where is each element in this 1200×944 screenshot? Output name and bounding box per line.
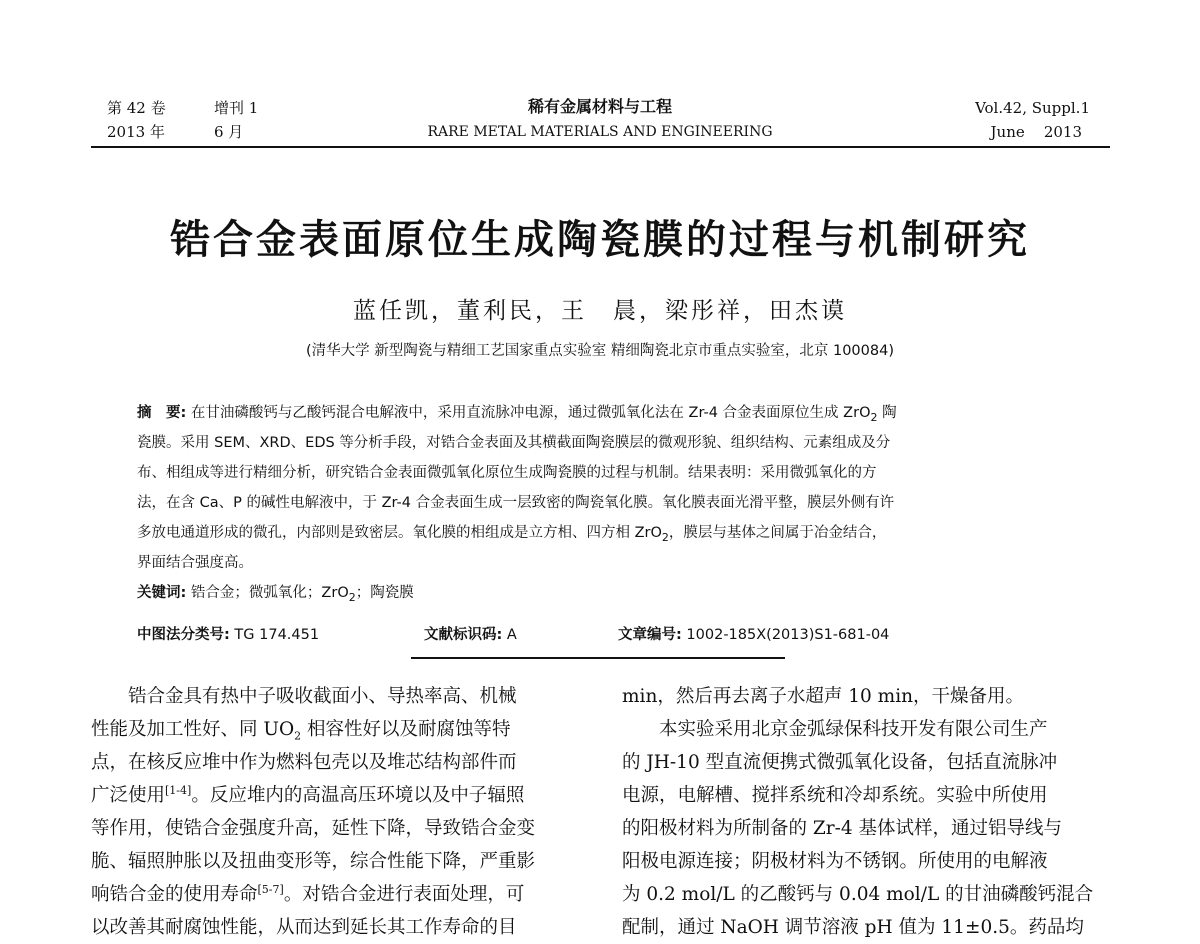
body-line: 脆、辐照肿胀以及扭曲变形等，综合性能下降，严重影: [91, 851, 536, 872]
body-line: 配制，通过 NaOH 调节溶液 pH 值为 11±0.5。药品均: [622, 917, 1084, 938]
affiliation: (清华大学 新型陶瓷与精细工艺国家重点实验室 精细陶瓷北京市重点实验室，北京 100084): [306, 343, 894, 359]
clc-label: 中图法分类号:: [137, 627, 230, 643]
body-text: 性能及加工性好、同 UO: [91, 719, 295, 740]
abstract-label: 摘 要:: [137, 405, 187, 421]
body-line: 阳极电源连接；阴极材料为不锈钢。所使用的电解液: [622, 851, 1048, 872]
volume-number: 第 42 卷: [107, 99, 166, 117]
abstract-text: 陶: [877, 405, 897, 421]
doc-code: [424, 623, 517, 644]
body-column-right: [622, 680, 1112, 944]
body-text: 。对锆合金进行表面处理，可: [283, 884, 525, 905]
doc-code-value: A: [506, 627, 517, 643]
abstract-line: [137, 398, 1071, 428]
journal-name-cn: 稀有金属材料与工程: [527, 97, 672, 116]
abstract-text: 多放电通道形成的微孔，内部则是致密层。氧化膜的相组成是立方相、四方相 ZrO: [137, 525, 662, 541]
header-rule: [91, 146, 1110, 148]
issue-month: 6 月: [214, 123, 244, 141]
subscript: 2: [661, 530, 669, 544]
body-line: 的阳极材料为所制备的 Zr-4 基体试样，通过铝导线与: [622, 818, 1062, 839]
body-line: 锆合金具有热中子吸收截面小、导热率高、机械: [128, 686, 517, 707]
volume-en: Vol.42, Suppl.1: [975, 99, 1090, 117]
abstract-line: 法，在含 Ca、P 的碱性电解液中，于 Zr-4 合金表面生成一层致密的陶瓷氧化膜。氧化膜表面光滑平整，膜层外侧有许: [137, 495, 895, 511]
body-text: 。反应堆内的高温高压环境以及中子辐照: [191, 785, 525, 806]
paper-title: 锆合金表面原位生成陶瓷膜的过程与机制研究: [170, 217, 1030, 263]
abstract: [137, 398, 1071, 608]
doc-code-label: 文献标识码:: [424, 627, 503, 643]
citation: [1-4]: [165, 783, 192, 797]
abstract-text: 在甘油磷酸钙与乙酸钙混合电解液中，采用直流脉冲电源，通过微弧氧化法在 Zr-4 合金表面原位生成 ZrO: [190, 405, 871, 421]
journal-name-en: RARE METAL MATERIALS AND ENGINEERING: [427, 124, 773, 140]
date-en: June 2013: [990, 123, 1082, 141]
body-line: 点，在核反应堆中作为燃料包壳以及堆芯结构部件而: [91, 752, 517, 773]
subscript: 2: [870, 410, 878, 424]
body-text: 广泛使用: [91, 785, 166, 806]
keywords-line: [137, 578, 1071, 608]
body-text: 响锆合金的使用寿命: [91, 884, 258, 905]
body-line: [91, 878, 591, 911]
abstract-text: ，膜层与基体之间属于冶金结合，: [668, 525, 887, 541]
keywords-value: 锆合金；微弧氧化；ZrO: [190, 585, 349, 601]
abstract-line: 瓷膜。采用 SEM、XRD、EDS 等分析手段，对锆合金表面及其横截面陶瓷膜层的微观形貌、组织结构、元素组成及分: [137, 435, 891, 451]
citation: [5-7]: [257, 882, 284, 896]
body-text: 相容性好以及耐腐蚀等特: [301, 719, 511, 740]
article-number-label: 文章编号:: [618, 627, 682, 643]
article-number-value: 1002-185X(2013)S1-681-04: [686, 627, 890, 643]
author-list: 蓝任凯，董利民，王 晨，梁彤祥，田杰谟: [353, 298, 847, 324]
body-line: 为 0.2 mol/L 的乙酸钙与 0.04 mol/L 的甘油磷酸钙混合: [622, 884, 1094, 905]
body-line: [91, 713, 591, 746]
body-column-left: [91, 680, 591, 944]
body-line: 的 JH-10 型直流便携式微弧氧化设备，包括直流脉冲: [622, 752, 1058, 773]
subscript: 2: [294, 729, 302, 743]
article-number: [618, 623, 889, 644]
body-line: 以改善其耐腐蚀性能，从而达到延长其工作寿命的目: [91, 917, 517, 938]
body-line: 本实验采用北京金弧绿保科技开发有限公司生产: [659, 719, 1048, 740]
body-line: [91, 779, 591, 812]
body-line: 等作用，使锆合金强度升高，延性下降，导致锆合金变: [91, 818, 536, 839]
issue-number: 增刊 1: [214, 99, 259, 117]
issue-year: 2013 年: [107, 123, 165, 141]
keywords-value: ；陶瓷膜: [355, 585, 414, 601]
abstract-line: [137, 518, 1071, 548]
clc-value: TG 174.451: [234, 627, 320, 643]
subscript: 2: [348, 590, 356, 604]
body-line: 电源，电解槽、搅拌系统和冷却系统。实验中所使用: [622, 785, 1048, 806]
section-divider: [411, 657, 785, 659]
keywords-label: 关键词:: [137, 585, 187, 601]
body-line: min，然后再去离子水超声 10 min，干燥备用。: [622, 686, 1025, 707]
abstract-line: 界面结合强度高。: [137, 555, 253, 571]
abstract-line: 布、相组成等进行精细分析，研究锆合金表面微弧氧化原位生成陶瓷膜的过程与机制。结果表明：采用微弧氧化的方: [137, 465, 877, 481]
clc-number: [137, 623, 319, 644]
